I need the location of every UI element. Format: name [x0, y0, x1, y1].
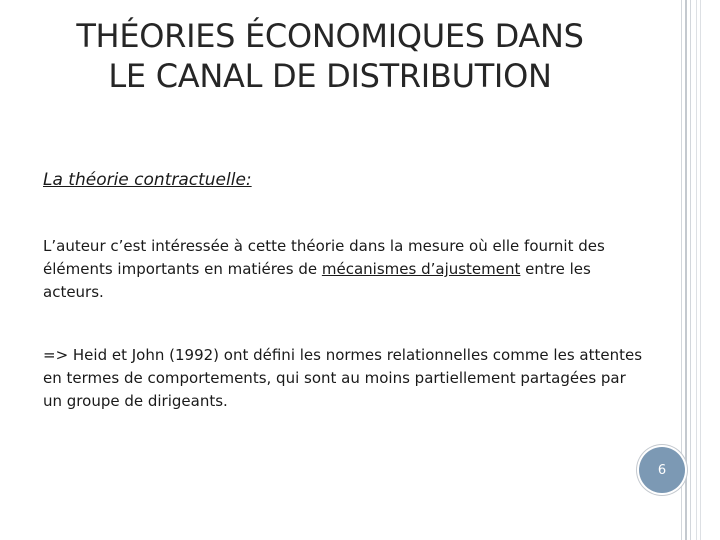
- paragraph-contract-theory: [43, 235, 643, 304]
- decorative-rail: [700, 0, 701, 540]
- paragraph-text: entre les acteurs.: [43, 260, 591, 301]
- paragraph-relational-norms: => Heid et John (1992) ont défini les normes relationnelles comme les attentes en termes de comportements, qui sont au moins partiellement partagées par un groupe de dirigeants.: [43, 346, 643, 410]
- underlined-term: mécanismes d’ajustement: [321, 260, 521, 278]
- decorative-rail: [685, 0, 687, 540]
- decorative-rail: [696, 0, 697, 540]
- section-heading: La théorie contractuelle:: [43, 170, 252, 190]
- page-number: 6: [657, 462, 667, 478]
- decorative-rail: [690, 0, 691, 540]
- page-number-badge: [639, 447, 685, 493]
- slide-title: THÉORIES ÉCONOMIQUES DANS LE CANAL DE DISTRIBUTION: [76, 17, 584, 95]
- paragraph-text: L’auteur c’est intéressée à cette théorie dans la mesure où elle fournit des éléments importants en matiéres de: [43, 237, 605, 278]
